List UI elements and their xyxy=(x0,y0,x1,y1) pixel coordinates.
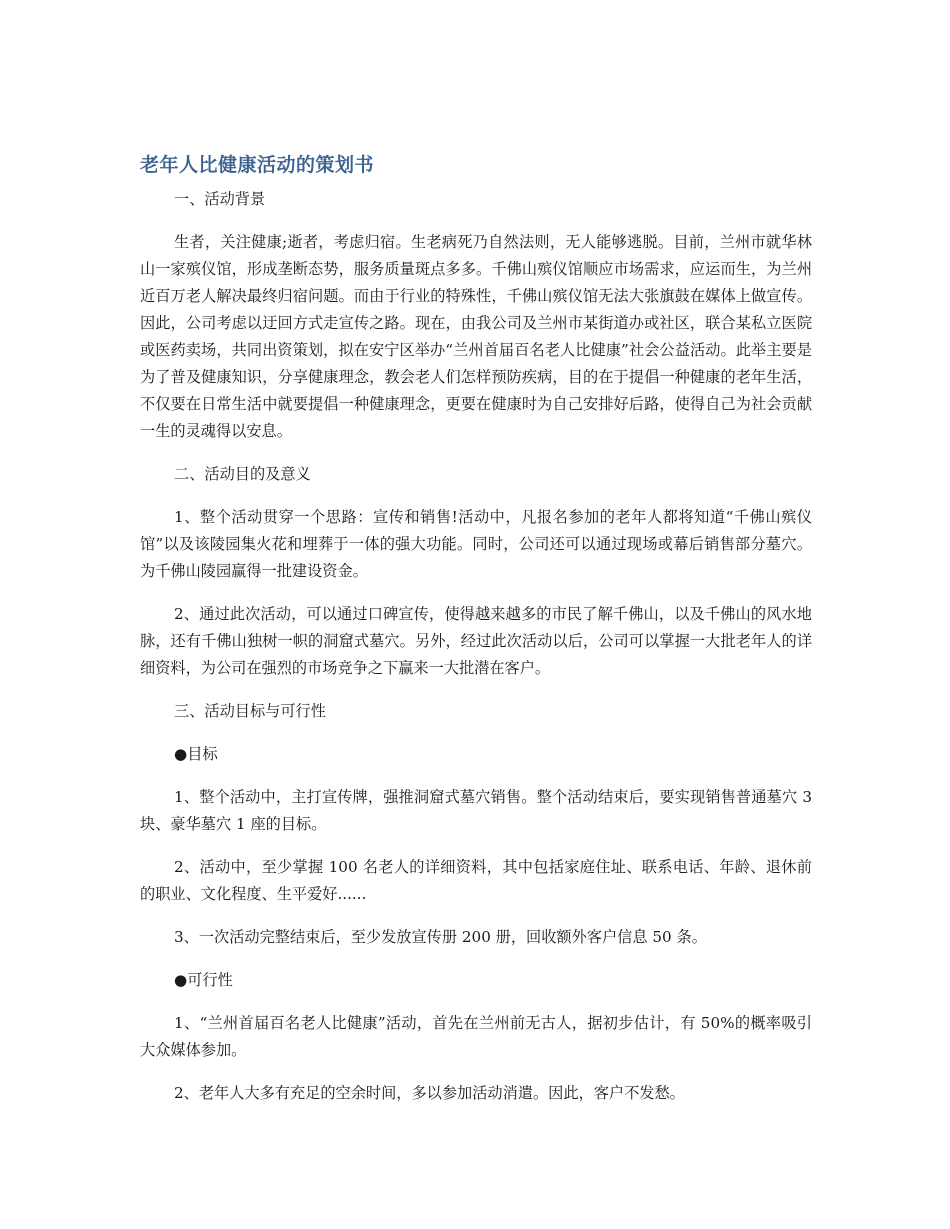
goal-bullet: ●目标 xyxy=(174,745,218,763)
paragraph-purpose-2: 2、通过此次活动，可以通过口碑宣传，使得越来越多的市民了解千佛山，以及千佛山的风水地脉，还有千佛山独树一帜的洞窟式墓穴。另外，经过此次活动以后，公司可以掌握一大批老年人的详细资料，为公司在强烈的市场竞争之下赢来一大批潜在客户。 xyxy=(140,605,812,677)
feasibility-bullet: ●可行性 xyxy=(174,971,233,989)
section-heading-goals: 三、活动目标与可行性 xyxy=(174,702,326,720)
document-title: 老年人比健康活动的策划书 xyxy=(140,154,375,176)
paragraph-feasibility-1: 1、“兰州首届百名老人比健康”活动，首先在兰州前无古人，据初步估计，有 50%的概率吸引大众媒体参加。 xyxy=(140,1014,812,1059)
paragraph-purpose-1: 1、整个活动贯穿一个思路：宣传和销售!活动中，凡报名参加的老年人都将知道“千佛山殡仪馆”以及该陵园集火花和埋葬于一体的强大功能。同时，公司还可以通过现场或幕后销售部分墓穴。为千佛山陵园赢得一批建设资金。 xyxy=(140,508,812,580)
document-page xyxy=(140,150,812,1107)
paragraph-background: 生者，关注健康;逝者，考虑归宿。生老病死乃自然法则，无人能够逃脱。目前，兰州市就华林山一家殡仪馆，形成垄断态势，服务质量斑点多多。千佛山殡仪馆顺应市场需求，应运而生，为兰州近百万老人解决最终归宿问题。而由于行业的特殊性，千佛山殡仪馆无法大张旗鼓在媒体上做宣传。因此，公司考虑以迂回方式走宣传之路。现在，由我公司及兰州市某街道办或社区，联合某私立医院或医药卖场，共同出资策划，拟在安宁区举办“兰州首届百名老人比健康”社会公益活动。此举主要是为了普及健康知识，分享健康理念，教会老人们怎样预防疾病，目的在于提倡一种健康的老年生活，不仅要在日常生活中就要提倡一种健康理念，更要在健康时为自己安排好后路，使得自己为社会贡献一生的灵魂得以安息。 xyxy=(140,233,812,440)
section-heading-purpose: 二、活动目的及意义 xyxy=(174,465,311,483)
paragraph-goal-2: 2、活动中，至少掌握 100 名老人的详细资料，其中包括家庭住址、联系电话、年龄、退休前的职业、文化程度、生平爱好...... xyxy=(140,858,812,903)
paragraph-goal-1: 1、整个活动中，主打宣传牌，强推洞窟式墓穴销售。整个活动结束后，要实现销售普通墓穴 3 块、豪华墓穴 1 座的目标。 xyxy=(140,788,812,833)
paragraph-goal-3: 3、一次活动完整结束后，至少发放宣传册 200 册，回收额外客户信息 50 条。 xyxy=(174,928,707,946)
section-heading-background: 一、活动背景 xyxy=(174,190,266,208)
paragraph-feasibility-2: 2、老年人大多有充足的空余时间，多以参加活动消遣。因此，客户不发愁。 xyxy=(174,1084,685,1102)
